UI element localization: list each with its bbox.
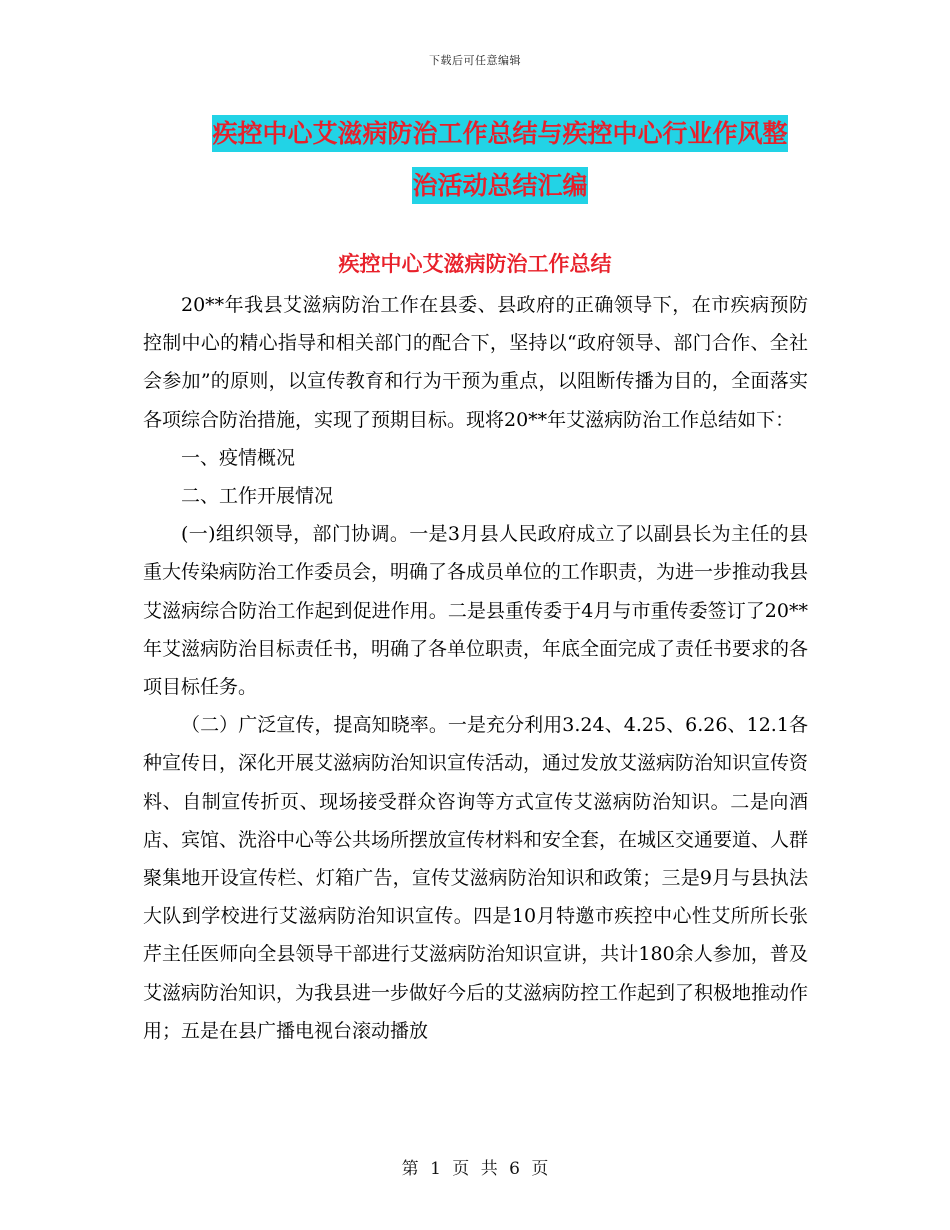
document-title-line-1: 疾控中心艾滋病防治工作总结与疾控中心行业作风整 bbox=[212, 115, 787, 152]
body-paragraph-publicity: （二）广泛宣传，提高知晓率。一是充分利用3.24、4.25、6.26、12.1各种宣传日，深化开展艾滋病防治知识宣传活动，通过发放艾滋病防治知识宣传资料、自制宣传折页、现场接受群众咨询等方式宣传艾滋病防治知识。二是向酒店、宾馆、洗浴中心等公共场所摆放宣传材料和安全套，在城区交通要道、人群聚集地开设宣传栏、灯箱广告，宣传艾滋病防治知识和政策；三是9月与县执法大队到学校进行艾滋病防治知识宣传。四是10月特邀市疾控中心性艾所所长张芹主任医师向全县领导干部进行艾滋病防治知识宣讲，共计180余人参加，普及艾滋病防治知识，为我县进一步做好今后的艾滋病防控工作起到了积极地推动作用；五是在县广播电视台滚动播放 bbox=[143, 714, 809, 1042]
page-number-footer: 第 1 页 共 6 页 bbox=[401, 1159, 549, 1179]
body-heading-work-progress: 二、工作开展情况 bbox=[181, 485, 334, 508]
section-title: 疾控中心艾滋病防治工作总结 bbox=[338, 251, 612, 276]
document-body bbox=[143, 286, 808, 1050]
body-paragraph-intro: 20**年我县艾滋病防治工作在县委、县政府的正确领导下，在市疾病预防控制中心的精心指导和相关部门的配合下，坚持以“政府领导、部门合作、全社会参加”的原则，以宣传教育和行为干预为重点，以阻断传播为目的，全面落实各项综合防治措施，实现了预期目标。现将20**年艾滋病防治工作总结如下： bbox=[143, 294, 808, 431]
page-header-note: 下载后可任意编辑 bbox=[429, 54, 521, 67]
document-title-line-2: 治活动总结汇编 bbox=[412, 167, 587, 204]
document-title bbox=[100, 108, 900, 212]
body-paragraph-organization: (一)组织领导，部门协调。一是3月县人民政府成立了以副县长为主任的县重大传染病防治工作委员会，明确了各成员单位的工作职责，为进一步推动我县艾滋病综合防治工作起到促进作用。二是县重传委于4月与市重传委签订了20**年艾滋病防治目标责任书，明确了各单位职责，年底全面完成了责任书要求的各项目标任务。 bbox=[143, 523, 809, 699]
body-heading-epidemic-overview: 一、疫情概况 bbox=[181, 446, 296, 469]
